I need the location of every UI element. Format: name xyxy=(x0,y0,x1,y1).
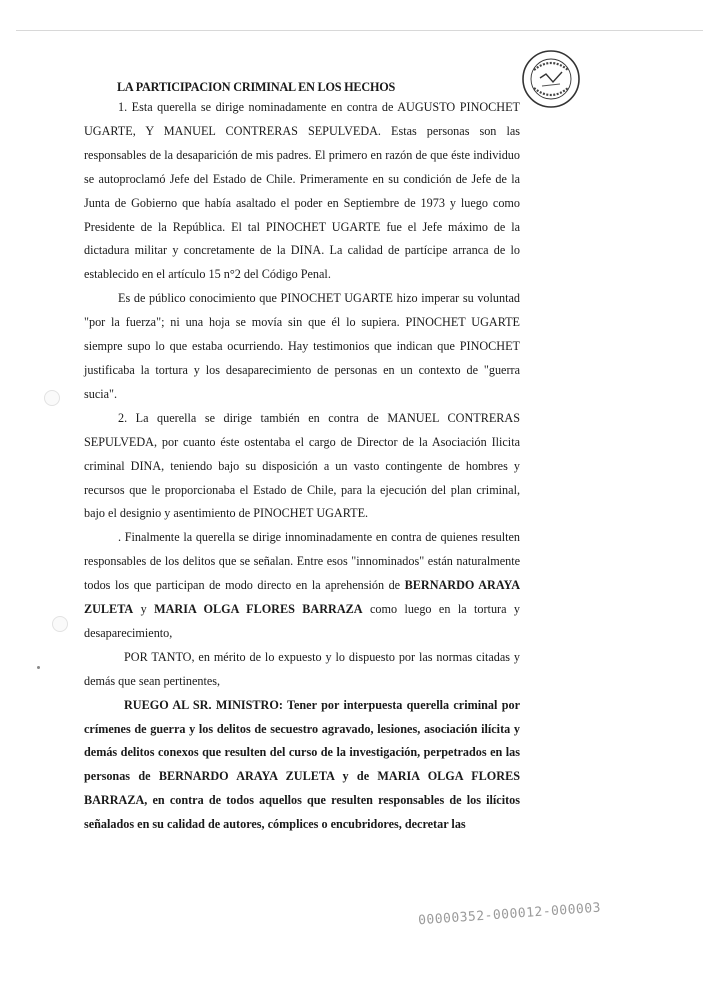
archive-stamp-number: 00000352-000012-000003 xyxy=(417,900,602,929)
seal-stamp xyxy=(520,48,582,110)
name-maria: MARIA OLGA FLORES BARRAZA xyxy=(154,602,363,617)
name-bernardo: BERNARDO ARAYA ZULETA xyxy=(84,578,521,617)
paragraph-4 xyxy=(84,526,520,646)
document-title: LA PARTICIPACION CRIMINAL EN LOS HECHOS xyxy=(117,80,396,94)
paragraph-4-start: . Finalmente la querella se dirige innominadamente en contra de quienes resulten responsables de los delitos que se señalan. Entre esos "innominados" están naturalmente todos los que participan de modo directo en la aprehensión de xyxy=(84,530,520,593)
paragraph-por-tanto: POR TANTO, en mérito de lo expuesto y lo dispuesto por las normas citadas y demás que sean pertinentes, xyxy=(84,649,520,688)
speck xyxy=(37,666,40,669)
punch-hole-top xyxy=(44,390,60,406)
paragraph-4-end: como luego en la tortura y desaparecimiento, xyxy=(84,602,521,640)
document-body xyxy=(84,73,520,837)
punch-hole-bottom xyxy=(52,616,68,632)
paragraph-2: Es de público conocimiento que PINOCHET UGARTE hizo imperar su voluntad "por la fuerza"; ni una hoja se movía sin que él lo supiera. PINOCHET UGARTE siempre supo lo que estaba ocurriendo. Hay testimonios que indican que PINOCHET justificaba la tortura y los desaparecimiento de personas en un contexto de "guerra sucia". xyxy=(84,291,520,401)
title-spacer xyxy=(84,73,520,96)
paragraph-ruego: RUEGO AL SR. MINISTRO: Tener por interpuesta querella criminal por crímenes de guerra y los delitos de secuestro agravado, lesiones, asociación ilícita y demás delitos conexos que resulten del curso de la investigación, perpetrados en las personas de BERNARDO ARAYA ZULETA y de MARIA OLGA FLORES BARRAZA, en contra de todos aquellos que resulten responsables de los ilícitos señalados en su calidad de autores, cómplices o encubridores, decretar las xyxy=(84,697,520,832)
paragraph-3: 2. La querella se dirige también en contra de MANUEL CONTRERAS SEPULVEDA, por cuanto éste ostentaba el cargo de Director de la Asociación Ilicita criminal DINA, teniendo bajo su disposición a un vasto contingente de hombres y recursos que le proporcionaba el Estado de Chile, para la ejecución del plan criminal, bajo el designio y asentimiento de PINOCHET UGARTE. xyxy=(84,410,520,521)
paragraph-4-conj: y xyxy=(140,602,147,617)
page-edge xyxy=(16,30,703,31)
paragraph-1: 1. Esta querella se dirige nominadamente en contra de AUGUSTO PINOCHET UGARTE, Y MANUEL CONTRERAS SEPULVEDA. Estas personas son las responsables de la desaparición de mis padres. El primero en razón de que éste individuo se autoproclamó Jefe del Estado de Chile. Primeramente en su condición de Jefe de la Junta de Gobierno que había asaltado el poder en Septiembre de 1973 y luego como Presidente de la República. El tal PINOCHET UGARTE fue el Jefe máximo de la dictadura militar y concretamente de la DINA. La calidad de partícipe arranca de lo establecido en el artículo 15 n°2 del Código Penal. xyxy=(84,100,520,282)
